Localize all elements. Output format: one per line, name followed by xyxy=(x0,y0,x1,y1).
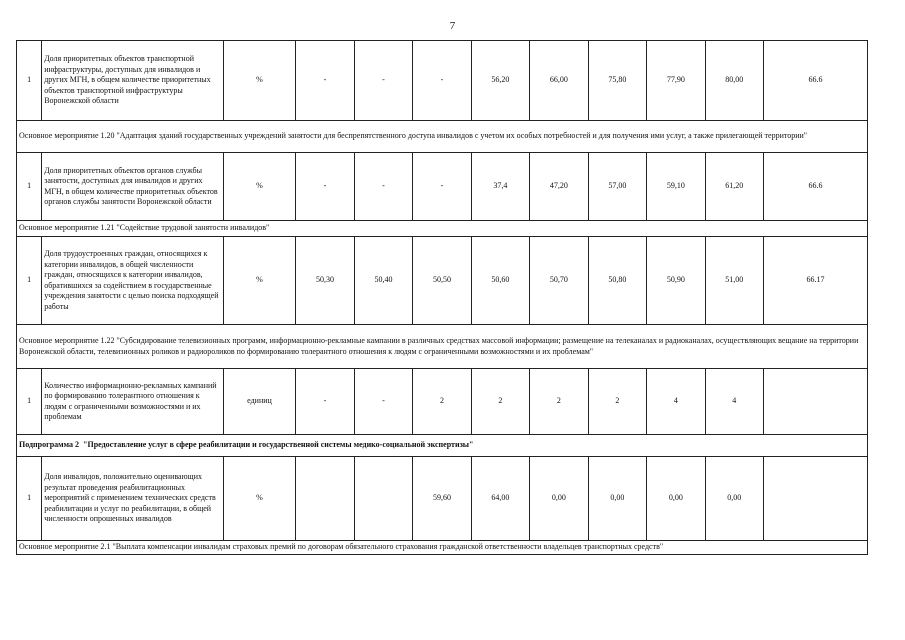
reference-cell xyxy=(764,369,868,435)
value-cell: 37,4 xyxy=(471,153,529,221)
measure-title: Основное мероприятие 2.1 "Выплата компенсации инвалидам страховых премий по договорам обязательного страхования гражданской ответственности владельцев транспортных средств" xyxy=(17,541,868,555)
reference-cell: 66.6 xyxy=(764,153,868,221)
reference-cell: 66.6 xyxy=(764,41,868,121)
value-cell: 51,00 xyxy=(705,237,763,325)
indicator-name: Доля инвалидов, положительно оценивающих результат проведения реабилитационных мероприятий с применением технических средств реабилитации и услуг по реабилитации, в общей численности опрошенных инвалидов xyxy=(42,457,223,541)
value-cell: 66,00 xyxy=(530,41,588,121)
value-cell: - xyxy=(354,369,412,435)
value-cell: 0,00 xyxy=(647,457,705,541)
value-cell: 50,30 xyxy=(296,237,354,325)
value-cell: 50,60 xyxy=(471,237,529,325)
unit-cell: % xyxy=(223,237,296,325)
subprogram-title: "Предоставление услуг в сфере реабилитации и государственной системы медико-социальной экспертизы" xyxy=(83,440,474,450)
value-cell: 47,20 xyxy=(530,153,588,221)
value-cell: 57,00 xyxy=(588,153,646,221)
value-cell: 75,80 xyxy=(588,41,646,121)
value-cell: 0,00 xyxy=(588,457,646,541)
table-row xyxy=(17,41,868,121)
measure-title: Основное мероприятие 1.20 "Адаптация зданий государственных учреждений занятости для беспрепятственного доступа инвалидов с учетом их особых потребностей и для получения ими услуг, а также прилегающей территории" xyxy=(17,121,868,153)
indicator-name: Количество информационно-рекламных кампаний по формированию толерантного отношения к людям с ограниченными возможностями и их проблемам xyxy=(42,369,223,435)
value-cell: 2 xyxy=(413,369,471,435)
table-row xyxy=(17,237,868,325)
reference-cell xyxy=(764,457,868,541)
row-number: 1 xyxy=(17,237,42,325)
value-cell: - xyxy=(354,153,412,221)
row-number: 1 xyxy=(17,457,42,541)
value-cell: 4 xyxy=(705,369,763,435)
value-cell: 0,00 xyxy=(530,457,588,541)
measure-row xyxy=(17,221,868,237)
value-cell: 2 xyxy=(530,369,588,435)
reference-cell: 66.17 xyxy=(764,237,868,325)
value-cell xyxy=(296,457,354,541)
value-cell: - xyxy=(354,41,412,121)
value-cell: - xyxy=(413,41,471,121)
value-cell: 0,00 xyxy=(705,457,763,541)
unit-cell: % xyxy=(223,457,296,541)
value-cell: 77,90 xyxy=(647,41,705,121)
table-row xyxy=(17,369,868,435)
table-row xyxy=(17,153,868,221)
value-cell: - xyxy=(296,153,354,221)
row-number: 1 xyxy=(17,153,42,221)
unit-cell: единиц xyxy=(223,369,296,435)
indicators-table xyxy=(16,40,868,555)
value-cell: 61,20 xyxy=(705,153,763,221)
indicator-name: Доля приоритетных объектов органов службы занятости, доступных для инвалидов и других МГН, в общем количестве приоритетных объектов органов службы занятости Воронежской области xyxy=(42,153,223,221)
value-cell: 59,10 xyxy=(647,153,705,221)
measure-row xyxy=(17,541,868,555)
page-number: 7 xyxy=(449,20,456,32)
value-cell: 2 xyxy=(588,369,646,435)
measure-title: Основное мероприятие 1.22 "Субсидирование телевизионных программ, информационно-рекламные кампании в различных средствах массовой информации; размещение на телеканалах и радиоканалах, осуществляющих вещание на территории Воронежской области, телевизионных роликов и радиороликов по формированию толерантного отношения к людям с ограниченными возможностями и их проблемам" xyxy=(17,325,868,369)
value-cell: - xyxy=(413,153,471,221)
indicator-name: Доля приоритетных объектов транспортной инфраструктуры, доступных для инвалидов и других МГН, в общем количестве приоритетных объектов транспортной инфраструктуры Воронежской области xyxy=(42,41,223,121)
value-cell: - xyxy=(296,369,354,435)
unit-cell: % xyxy=(223,153,296,221)
value-cell: 50,90 xyxy=(647,237,705,325)
table-row xyxy=(17,457,868,541)
measure-row xyxy=(17,325,868,369)
value-cell: 64,00 xyxy=(471,457,529,541)
unit-cell: % xyxy=(223,41,296,121)
value-cell: 50,50 xyxy=(413,237,471,325)
row-number: 1 xyxy=(17,41,42,121)
value-cell: 59,60 xyxy=(413,457,471,541)
value-cell: 2 xyxy=(471,369,529,435)
subprogram-label: Подпрограмма 2 xyxy=(19,440,80,450)
value-cell: 56,20 xyxy=(471,41,529,121)
value-cell xyxy=(354,457,412,541)
value-cell: 50,70 xyxy=(530,237,588,325)
subprogram-row xyxy=(17,435,868,457)
value-cell: 80,00 xyxy=(705,41,763,121)
row-number: 1 xyxy=(17,369,42,435)
value-cell: 50,80 xyxy=(588,237,646,325)
measure-title: Основное мероприятие 1.21 "Содействие трудовой занятости инвалидов" xyxy=(17,221,868,237)
value-cell: 4 xyxy=(647,369,705,435)
indicator-name: Доля трудоустроенных граждан, относящихся к категории инвалидов, в общей численности граждан, относящихся к категории инвалидов, обратившихся за содействием в государственные учреждения занятости с целью поиска подходящей работы xyxy=(42,237,223,325)
value-cell: - xyxy=(296,41,354,121)
value-cell: 50,40 xyxy=(354,237,412,325)
measure-row xyxy=(17,121,868,153)
subprogram-heading xyxy=(17,435,868,457)
